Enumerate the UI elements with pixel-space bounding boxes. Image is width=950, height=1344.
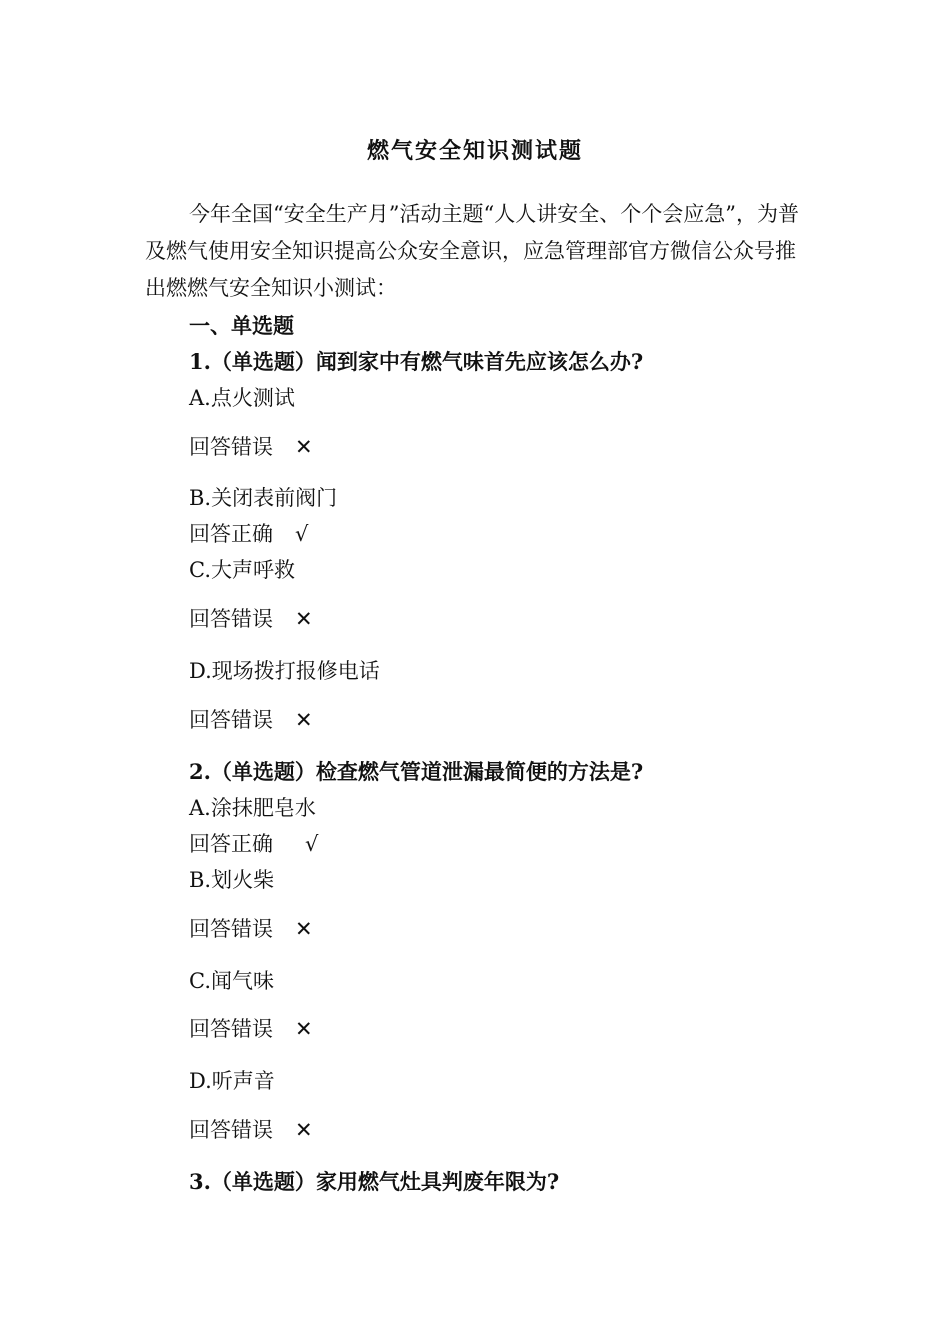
q2-option-d-feedback [189, 1116, 313, 1144]
q1-option-d-feedback [189, 706, 313, 734]
q2-option-a: A.涂抹肥皂水 [189, 796, 316, 820]
result-text: 回答错误 [189, 607, 273, 631]
cross-icon: ✕ [295, 1017, 313, 1041]
result-text: 回答错误 [189, 1017, 273, 1041]
result-text: 回答错误 [189, 917, 273, 941]
page-title: 燃气安全知识测试题 [366, 138, 583, 164]
cross-icon: ✕ [295, 1118, 313, 1142]
q2-option-b-feedback [189, 915, 313, 943]
intro-text: 今年全国“安全生产月”活动主题“人人讲安全、个个会应急”，为普及燃气使用安全知识提高公众安全意识，应急管理部官方微信公众号推出燃燃气安全知识小测试： [145, 202, 799, 300]
cross-icon: ✕ [295, 435, 313, 459]
result-text: 回答错误 [189, 708, 273, 732]
check-icon: √ [295, 522, 309, 546]
question-3: 3.（单选题）家用燃气灶具判废年限为? [189, 1169, 560, 1194]
q1-option-c-feedback [189, 605, 313, 633]
result-text: 回答正确 [189, 522, 273, 546]
check-icon: √ [305, 832, 319, 856]
q2-option-d: D.听声音 [189, 1069, 275, 1093]
q1-option-b-feedback [189, 520, 308, 548]
section-heading: 一、单选题 [189, 313, 294, 338]
q1-option-a: A.点火测试 [189, 386, 295, 410]
q2-option-c: C.闻气味 [189, 969, 274, 993]
q1-option-b: B.关闭表前阀门 [189, 486, 338, 510]
result-text: 回答错误 [189, 435, 273, 459]
intro-paragraph [145, 196, 815, 307]
q2-option-b: B.划火柴 [189, 868, 275, 892]
result-text: 回答正确 [189, 832, 273, 856]
q2-option-a-feedback [189, 830, 318, 858]
question-2: 2.（单选题）检查燃气管道泄漏最简便的方法是? [189, 759, 644, 784]
cross-icon: ✕ [295, 607, 313, 631]
q1-option-d: D.现场拨打报修电话 [189, 659, 380, 683]
question-1: 1.（单选题）闻到家中有燃气味首先应该怎么办? [189, 349, 644, 374]
cross-icon: ✕ [295, 708, 313, 732]
q1-option-a-feedback [189, 433, 313, 461]
q2-option-c-feedback [189, 1015, 313, 1043]
cross-icon: ✕ [295, 917, 313, 941]
q1-option-c: C.大声呼救 [189, 558, 295, 582]
result-text: 回答错误 [189, 1118, 273, 1142]
